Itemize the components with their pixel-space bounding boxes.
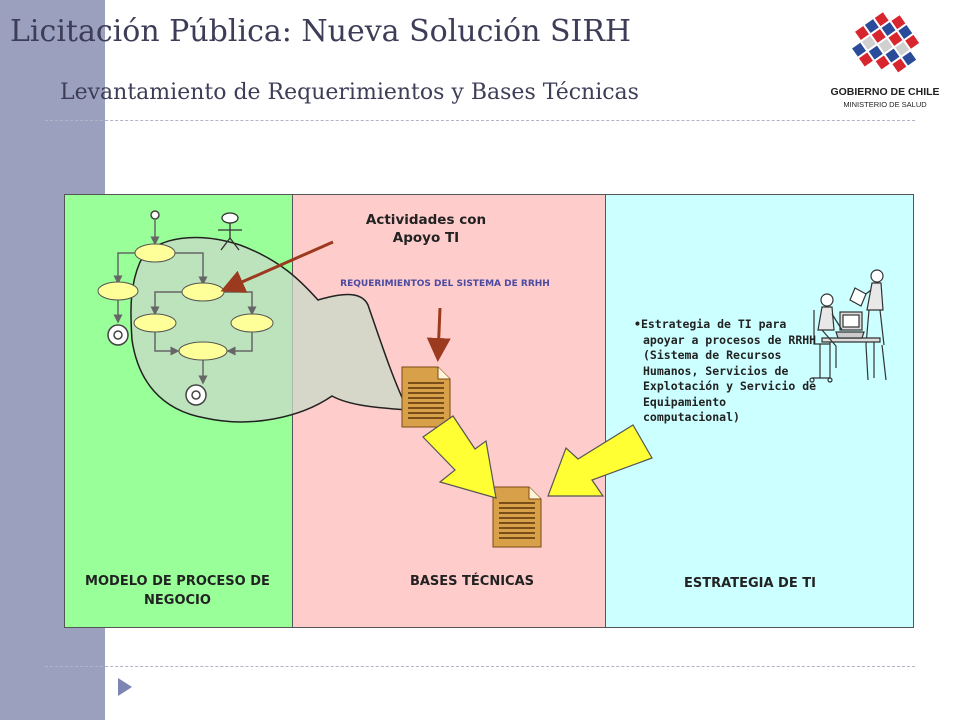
logo-line-1: GOBIERNO DE CHILE (830, 86, 940, 98)
activity-node (134, 314, 176, 332)
panel-label-it-strategy: ESTRATEGIA DE TI (684, 576, 816, 591)
panel-label-technical-bases: BASES TÉCNICAS (409, 574, 535, 589)
activities-callout-bubble (131, 238, 408, 422)
chevron-right-icon[interactable] (118, 678, 132, 696)
strategy-bullet-list (634, 317, 819, 426)
activity-node (231, 314, 273, 332)
panel-label-business-model: MODELO DE PROCESO DE NEGOCIO (85, 574, 270, 608)
document-icon (493, 487, 541, 547)
activity-node (98, 282, 138, 300)
activities-callout-label: Actividades con Apoyo TI (365, 212, 487, 246)
merge-arrow-right (548, 425, 652, 496)
document-icon (402, 367, 450, 427)
activity-node (179, 342, 227, 360)
start-node (151, 211, 159, 219)
end-node (186, 385, 206, 405)
strategy-bullet-item: •Estrategia de TI para apoyar a procesos de RRHH (Sistema de Recursos Humanos, Servicios de Explotación y Servicio de Equipamiento computacional) (634, 317, 817, 424)
activity-node (135, 244, 175, 262)
page-title: Licitación Pública: Nueva Solución SIRH (10, 14, 632, 49)
activity-node (182, 283, 224, 301)
page-subtitle: Levantamiento de Requerimientos y Bases Técnicas (60, 80, 639, 105)
strategy-bullet-text: Estrategia de TI para apoyar a procesos de RRHH (Sistema de Recursos Humanos, Servicios de Explotación y Servicio de Equipamiento computacional) (640, 317, 817, 424)
requirements-label: REQUERIMIENTOS DEL SISTEMA DE RRHH (340, 279, 550, 289)
merge-arrow-left (423, 416, 496, 498)
requirements-pointer-arrow (438, 308, 440, 356)
office-workers-icon (810, 270, 886, 382)
logo-line-2: MINISTERIO DE SALUD (843, 100, 927, 109)
end-node (108, 325, 128, 345)
